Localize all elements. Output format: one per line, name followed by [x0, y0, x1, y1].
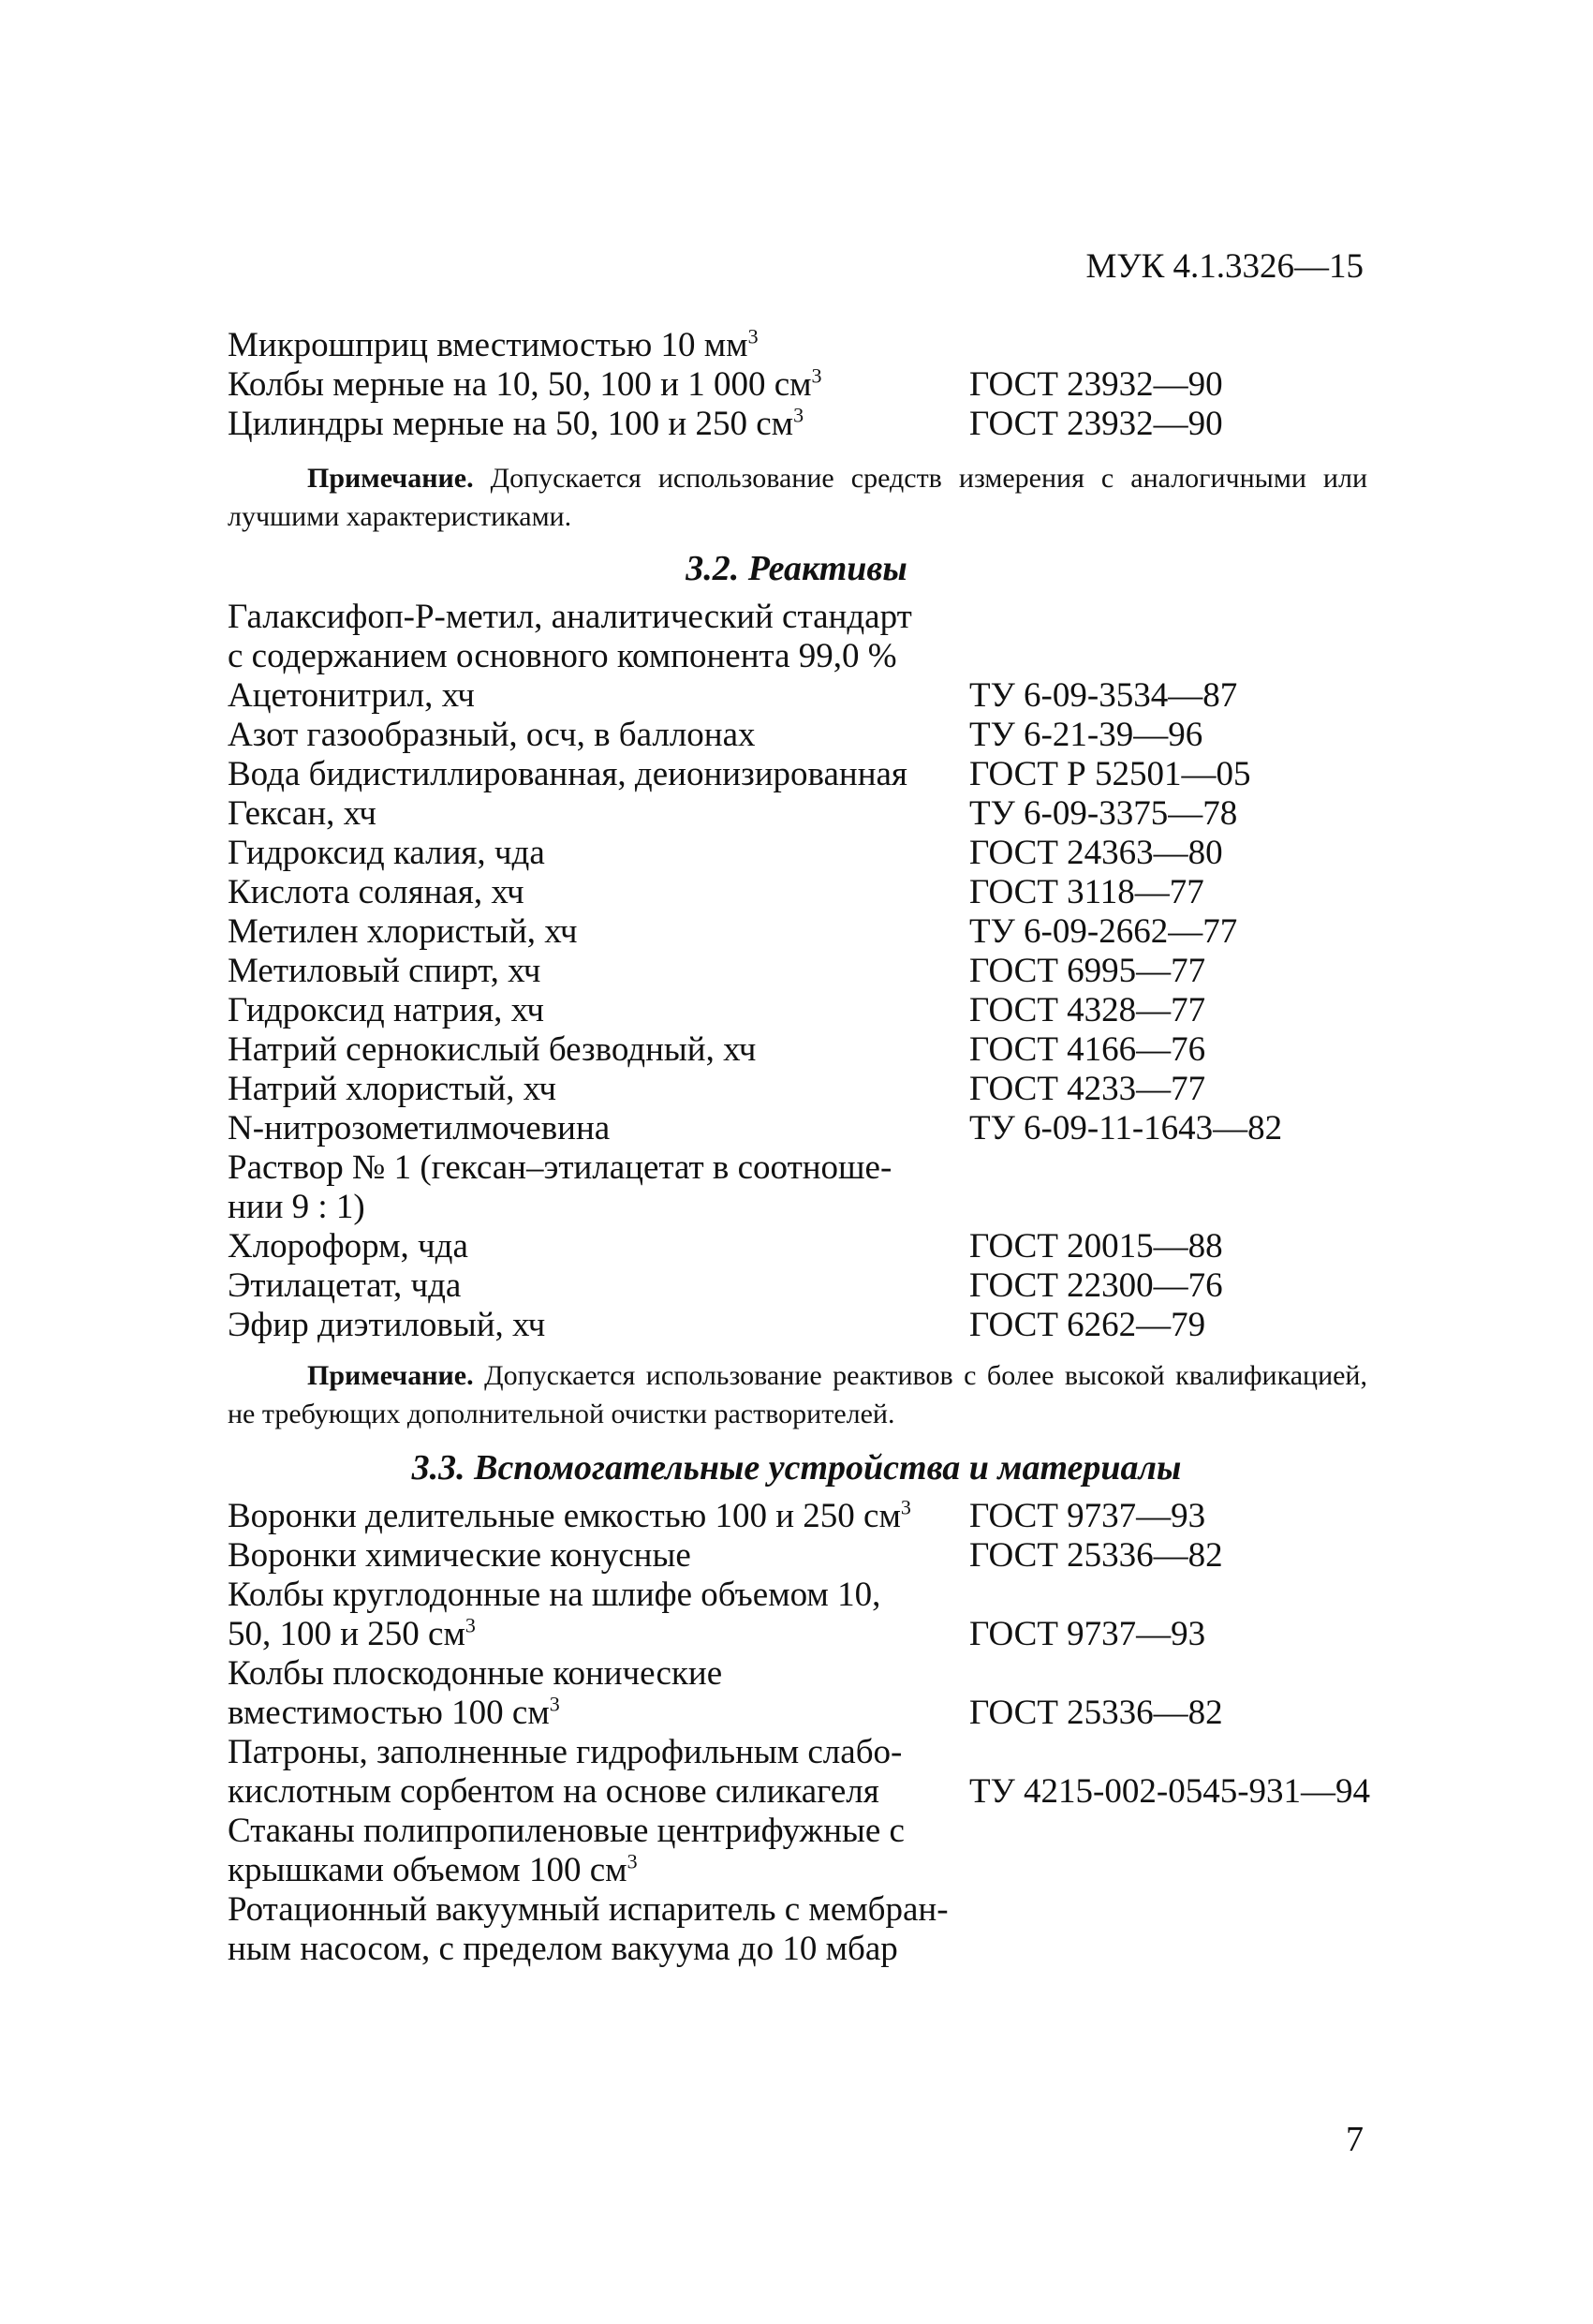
list-item: Стаканы полипропиленовые центрифужные с крышками объемом 100 $см^3$ — [228, 1812, 905, 1889]
list-item: Галаксифоп-Р-метил, аналитический стандарт с содержанием основного компонента 99,0 % — [228, 598, 912, 675]
list-item: Хлороформ, чда ГОСТ 20015—88 — [228, 1227, 1223, 1266]
list-item: Гидроксид натрия, хч ГОСТ 4328—77 — [228, 991, 1206, 1029]
document-code: МУК 4.1.3326—15 — [1085, 247, 1364, 286]
list-item: Метилен хлористый, хч ТУ 6-09-2662—77 — [228, 912, 1238, 951]
list-item: Азот газообразный, осч, в баллонах ТУ 6-21-39—96 — [228, 716, 1203, 754]
list-item: N-нитрозометилмочевина ТУ 6-09-11-1643—82 — [228, 1109, 1283, 1147]
section-title-reagents: 3.2. Реактивы — [686, 549, 907, 588]
list-item: Кислота соляная, хч ГОСТ 3118—77 — [228, 873, 1204, 911]
list-item: Ротационный вакуумный испаритель с мембран- ным насосом, с пределом вакуума до 10 мбар — [228, 1890, 949, 1968]
list-item: Эфир диэтиловый, хч ГОСТ 6262—79 — [228, 1306, 1206, 1344]
reagents-list — [228, 598, 1398, 1345]
instruments-list — [228, 326, 1398, 444]
list-item: Колбы круглодонные на шлифе объемом 10, 50, 100 и 250 $см^3$ ГОСТ 9737—93 — [228, 1576, 1206, 1653]
list-item: Воронки химические конусные ГОСТ 25336—82 — [228, 1536, 1223, 1575]
list-item: Натрий сернокислый безводный, хч ГОСТ 4166—76 — [228, 1030, 1206, 1069]
list-item: Колбы плоскодонные конические вместимостью 100 $см^3$ ГОСТ 25336—82 — [228, 1654, 1223, 1732]
note-instruments: Примечание. Допускается использование средств измерения с аналогичными или лучшими характеристиками. — [228, 463, 1367, 532]
list-item: Цилиндры мерные на 50, 100 и 250 $см^3$ ГОСТ 23932—90 — [228, 403, 1223, 443]
note-reagents: Примечание. Допускается использование реактивов с более высокой квалификацией, не требующих дополнительной очистки растворителей. — [228, 1360, 1367, 1429]
list-item: Этилацетат, чда ГОСТ 22300—76 — [228, 1266, 1223, 1305]
list-item: Натрий хлористый, хч ГОСТ 4233—77 — [228, 1070, 1206, 1108]
section-title-materials: 3.3. Вспомогательные устройства и материалы — [411, 1448, 1182, 1488]
list-item: Воронки делительные емкостью 100 и 250 $см^3$ ГОСТ 9737—93 — [228, 1495, 1206, 1535]
list-item: Вода бидистиллированная, деионизированная ГОСТ Р 52501—05 — [228, 755, 1251, 793]
list-item: Гидроксид калия, чда ГОСТ 24363—80 — [228, 834, 1223, 872]
list-item: Микрошприц вместимостью 10 $мм^3$ — [228, 324, 759, 364]
list-item: Патроны, заполненные гидрофильным слабо- кислотным сорбентом на основе силикагеля ТУ 4215-002-0545-931—94 — [228, 1733, 1371, 1811]
list-item: Колбы мерные на 10, 50, 100 и 1 000 $см^3$ ГОСТ 23932—90 — [228, 363, 1223, 404]
page-number: 7 — [1346, 2120, 1364, 2159]
list-item: Гексан, хч ТУ 6-09-3375—78 — [228, 794, 1238, 833]
materials-list — [228, 1497, 1398, 1969]
list-item: Метиловый спирт, хч ГОСТ 6995—77 — [228, 952, 1206, 990]
list-item: Ацетонитрил, хч ТУ 6-09-3534—87 — [228, 676, 1238, 715]
list-item: Раствор № 1 (гексан–этилацетат в соотноше- нии 9 : 1) — [228, 1148, 892, 1226]
